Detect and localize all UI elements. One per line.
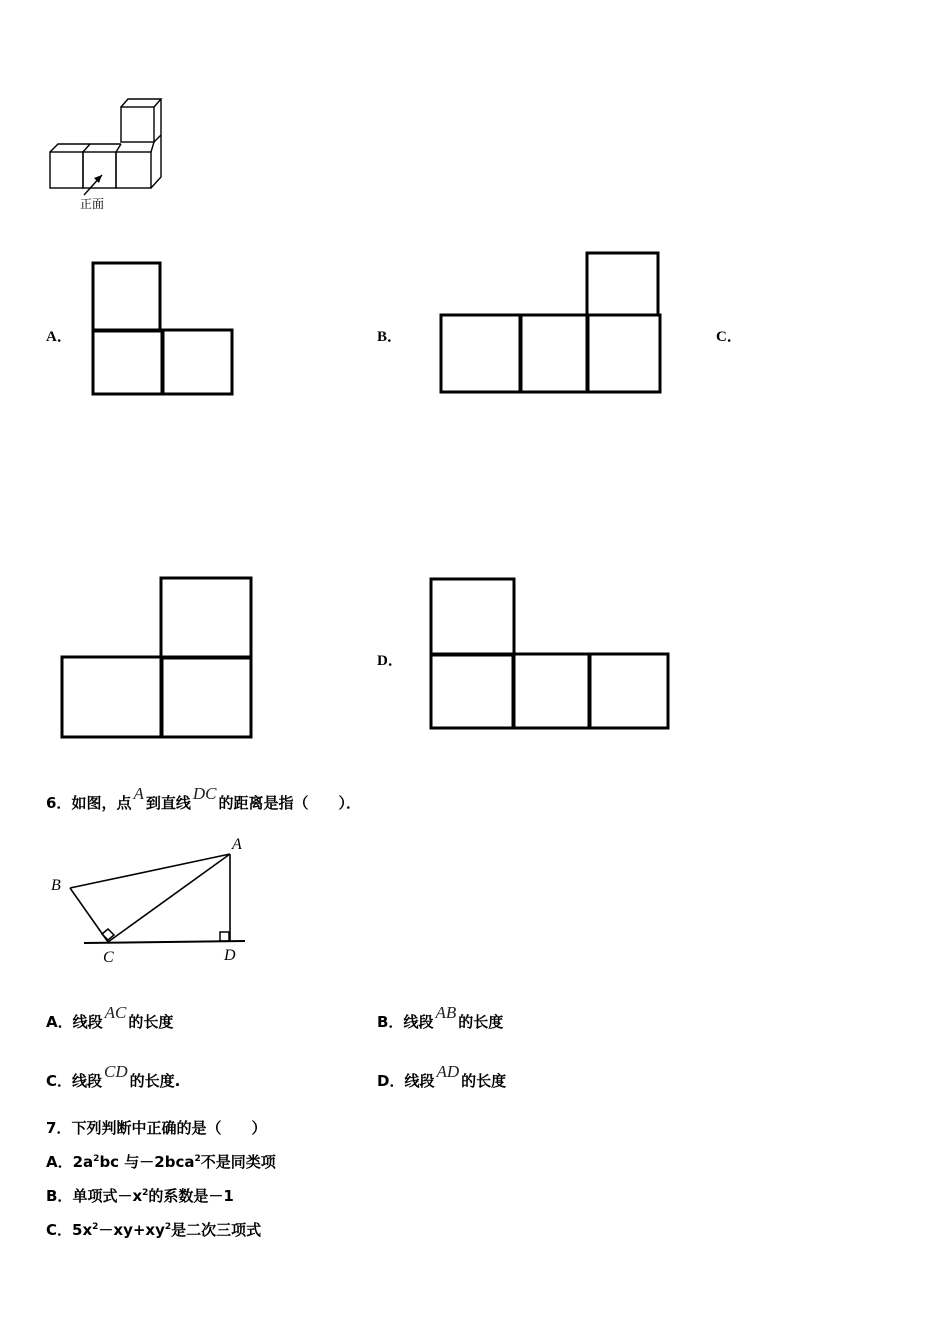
q7-option-c[interactable] [46,1219,261,1240]
q6-option-d-var: AD [436,1062,460,1081]
q7-option-c-part-2: －xy+xy [98,1221,165,1239]
q5-option-a-label[interactable]: A． [46,329,72,345]
q7-option-a-part-3: 不是同类项 [200,1153,276,1171]
q5-option-d-label[interactable]: D． [377,653,403,669]
q7-option-a-part-2: bc 与－2bca [99,1153,195,1171]
q7-option-c-part-1: 5x [72,1221,93,1239]
point-c-label: C [103,949,114,966]
q6-option-a-label: A． [46,1013,73,1031]
q6-text-2: 到直线 [145,794,191,812]
q6-option-c-post: 的长度. [129,1072,181,1090]
q6-option-b-post: 的长度 [458,1013,504,1031]
q6-text-1: 如图，点 [71,794,132,812]
q7-option-c-label: C． [46,1221,73,1239]
q5-option-a-figure [90,262,235,397]
q6-stem [46,784,361,813]
q5-option-b-label[interactable]: B． [377,329,403,345]
q7-stem [46,1117,266,1138]
q6-option-b-label: B． [377,1013,404,1031]
point-a-label: A [232,836,242,853]
q7-option-b-label: B． [46,1187,73,1205]
point-b-label: B [51,877,61,894]
q5-option-c-figure [60,576,256,741]
q5-option-d-figure [428,577,673,733]
q6-option-b[interactable] [377,1003,504,1032]
q5-option-b-figure [439,251,664,396]
q7-option-b-part-1: 单项式－x [72,1187,143,1205]
q6-option-a-post: 的长度 [128,1013,174,1031]
q7-option-b[interactable] [46,1185,234,1206]
q6-var-a: A [133,784,144,803]
front-label: 正面 [80,197,105,211]
q6-option-c-pre: 线段 [72,1072,103,1090]
q7-option-a-label: A． [46,1153,73,1171]
cube-stack-figure [40,95,180,215]
q6-option-c[interactable] [46,1062,181,1091]
q6-option-d-label: D． [377,1072,405,1090]
q6-option-c-var: CD [104,1062,128,1081]
q6-option-d[interactable] [377,1062,507,1091]
q6-option-b-var: AB [435,1003,457,1022]
q7-option-c-part-3: 是二次三项式 [171,1221,262,1239]
q6-option-a-pre: 线段 [72,1013,103,1031]
q6-option-b-pre: 线段 [403,1013,434,1031]
q7-option-a-sup-1: 2 [93,1154,100,1164]
q7-option-b-part-2: 的系数是－1 [148,1187,234,1205]
q6-var-dc: DC [192,784,217,803]
q6-number: 6． [46,794,72,812]
q7-option-b-sup-1: 2 [142,1188,149,1198]
q7-option-c-sup-2: 2 [164,1222,172,1232]
q6-option-d-pre: 线段 [404,1072,435,1090]
q6-option-a[interactable] [46,1003,174,1032]
q6-option-a-var: AC [104,1003,127,1022]
q5-option-c-label[interactable]: C． [716,329,742,345]
q6-text-3: 的距离是指（ ）． [218,794,361,812]
q7-option-a-sup-2: 2 [194,1154,201,1164]
q6-option-c-label: C． [46,1072,73,1090]
q7-option-c-sup-1: 2 [92,1222,99,1232]
point-d-label: D [224,947,236,964]
q7-option-a-part-1: 2a [72,1153,94,1171]
q7-option-a[interactable] [46,1151,276,1172]
q6-option-d-post: 的长度 [461,1072,507,1090]
q7-number: 7． [46,1119,72,1137]
q7-stem-text: 下列判断中正确的是（ ） [71,1119,267,1137]
